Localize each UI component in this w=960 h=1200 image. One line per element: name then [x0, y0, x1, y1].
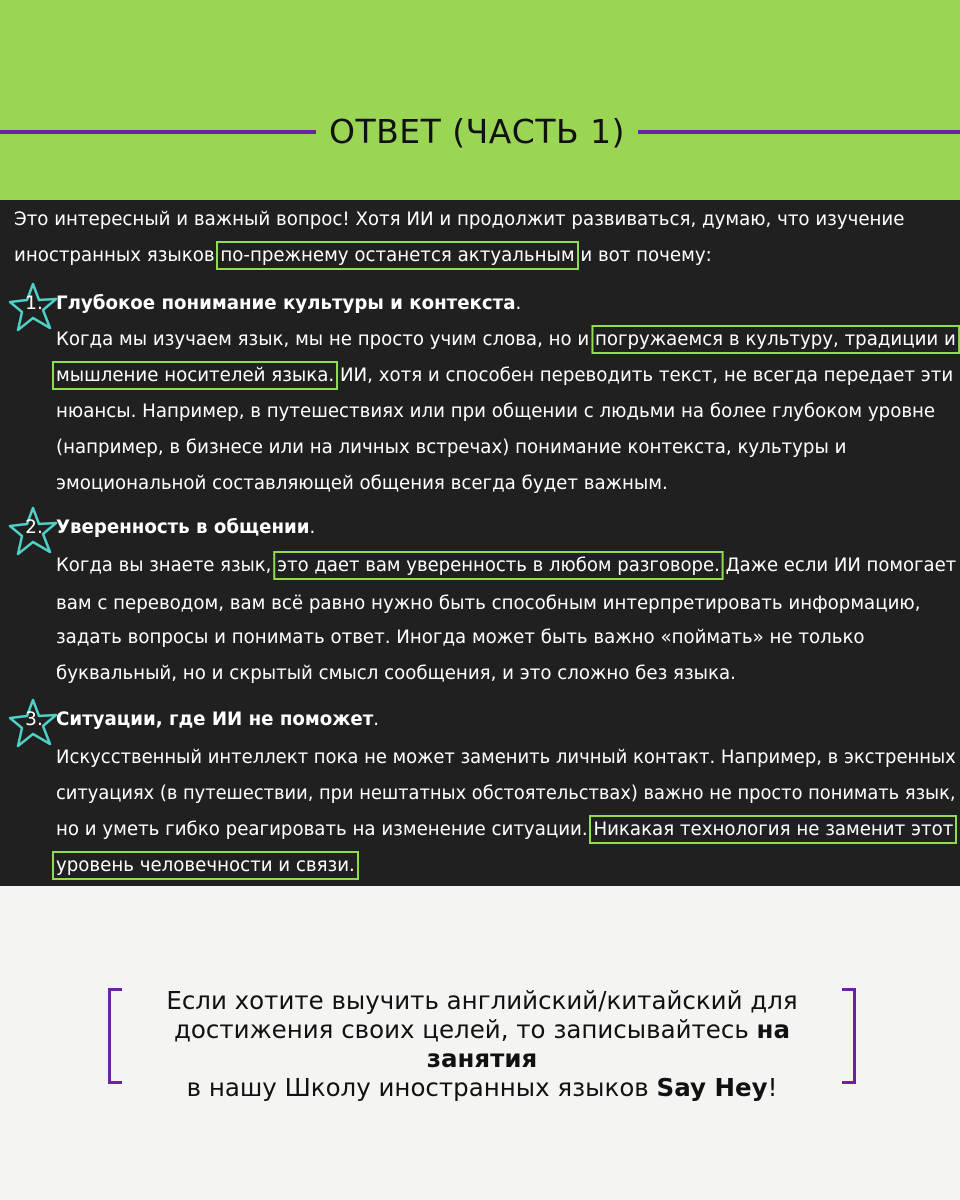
intro-line-2	[14, 238, 712, 273]
item-text: Когда вы знаете язык,	[56, 555, 278, 576]
item-heading-text: Ситуации, где ИИ не поможет	[56, 709, 374, 730]
item-text: но и уметь гибко реагировать на изменение ситуации.	[56, 819, 594, 840]
item-line	[56, 548, 956, 583]
intro-text: и вот почему:	[574, 245, 712, 266]
title-divider-left	[0, 130, 316, 134]
item-line	[56, 322, 956, 357]
answer-panel	[0, 200, 960, 886]
page-title: ОТВЕТ (ЧАСТЬ 1)	[328, 112, 626, 151]
item-line: задать вопросы и понимать ответ. Иногда может быть важно «поймать» не только	[56, 627, 865, 648]
item-line: эмоциональной составляющей общения всегда будет важным.	[56, 473, 668, 494]
cta-line-3	[118, 1073, 846, 1102]
list-number: 1.	[25, 293, 43, 314]
cta-text: достижения своих целей, то записывайтесь	[173, 1015, 757, 1044]
list-number: 2.	[25, 517, 43, 538]
item-heading	[56, 286, 521, 321]
item-line: (например, в бизнесе или на личных встречах) понимание контекста, культуры и	[56, 437, 847, 458]
highlight-box: это дает вам уверенность в любом разговоре.	[277, 555, 720, 576]
item-line	[56, 358, 953, 393]
item-heading	[56, 510, 315, 545]
list-number: 3.	[25, 709, 43, 730]
footer-bracket-right	[842, 988, 856, 1084]
item-line: нюансы. Например, в путешествиях или при общении с людьми на более глубоком уровне	[56, 401, 936, 422]
item-text: ИИ, хотя и способен переводить текст, не всегда передает эти	[334, 365, 954, 386]
item-heading-text: Глубокое понимание культуры и контекста	[56, 293, 516, 314]
cta-line-2	[118, 1015, 846, 1073]
cta-text: в нашу Школу иностранных языков	[186, 1073, 657, 1102]
highlight-box: погружаемся в культуру, традиции и	[594, 329, 956, 350]
item-line: буквальный, но и скрытый смысл сообщения, и это сложно без языка.	[56, 663, 736, 684]
item-text: Даже если ИИ помогает	[719, 555, 957, 576]
school-name: Say Hey	[656, 1073, 768, 1102]
item-line	[56, 848, 355, 883]
item-heading-end: .	[373, 709, 380, 730]
item-heading	[56, 702, 379, 737]
item-text: Когда мы изучаем язык, мы не просто учим слова, но и	[56, 329, 595, 350]
highlight-box: мышление носителей языка.	[56, 365, 335, 386]
item-heading-text: Уверенность в общении	[56, 517, 310, 538]
intro-text: иностранных языков	[14, 245, 221, 266]
item-line: вам с переводом, вам всё равно нужно быть способным интерпретировать информацию,	[56, 593, 921, 614]
intro-line-1: Это интересный и важный вопрос! Хотя ИИ и продолжит развиваться, думаю, что изучение	[14, 209, 905, 230]
highlight-box: по-прежнему останется актуальным	[220, 245, 575, 266]
call-to-action	[118, 986, 846, 1102]
cta-line-1: Если хотите выучить английский/китайский для	[166, 986, 798, 1015]
item-heading-end: .	[309, 517, 316, 538]
item-line	[56, 812, 953, 847]
item-heading-end: .	[515, 293, 522, 314]
title-divider-right	[638, 130, 960, 134]
highlight-box: Никакая технология не заменит этот	[593, 819, 954, 840]
cta-emphasis: на занятия	[426, 1015, 791, 1073]
cta-text: !	[767, 1073, 778, 1102]
highlight-box: уровень человечности и связи.	[56, 855, 355, 876]
item-line: Искусственный интеллект пока не может заменить личный контакт. Например, в экстренных	[56, 747, 956, 768]
item-line: ситуациях (в путешествии, при нештатных обстоятельствах) важно не просто понимать язык,	[56, 783, 956, 804]
header-banner	[0, 0, 960, 200]
